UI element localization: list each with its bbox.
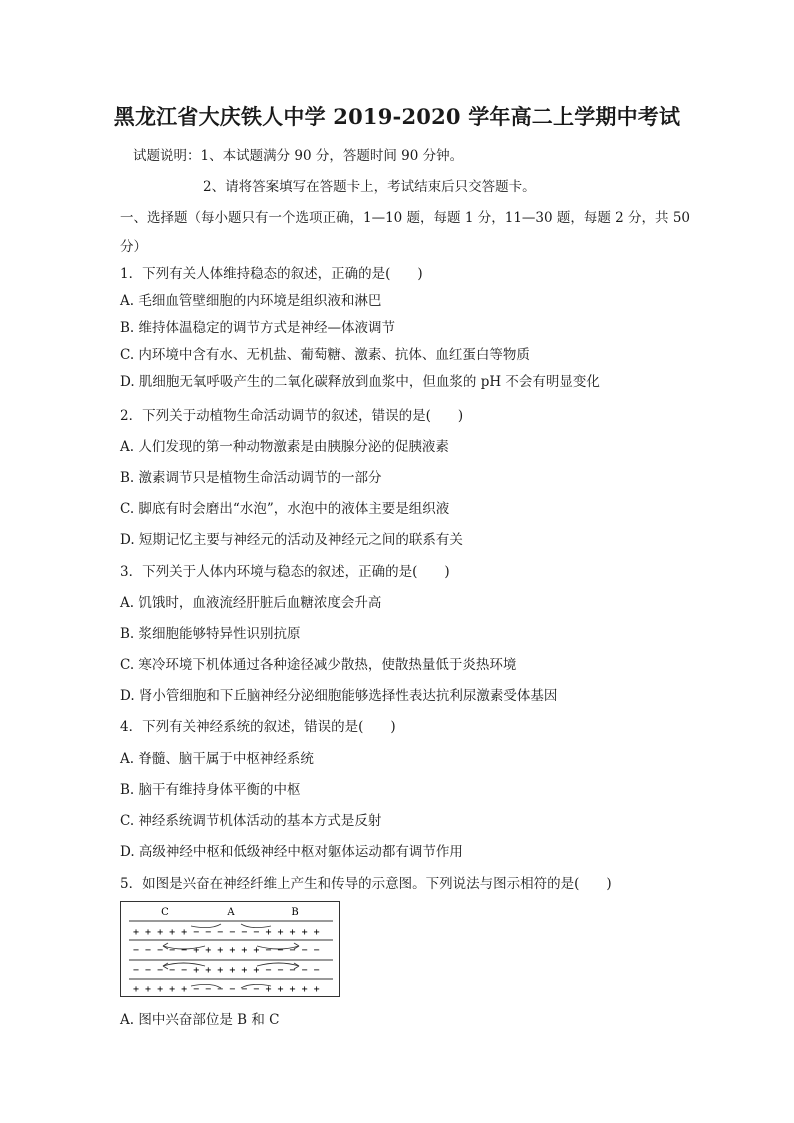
question-2-option-a: A. 人们发现的第一种动物激素是由胰腺分泌的促胰液素 (120, 439, 449, 455)
charge-row-3: − − − − − + + + + + + − − − − − (133, 965, 320, 976)
label-b: B (291, 907, 299, 918)
question-1-option-b: B. 维持体温稳定的调节方式是神经—体液调节 (120, 320, 396, 336)
charge-row-4: + + + + + − − − − − − + + + + + (133, 984, 320, 995)
question-1-option-c: C. 内环境中含有水、无机盐、葡萄糖、激素、抗体、血红蛋白等物质 (120, 347, 530, 363)
charge-row-1: + + + + + − − − − − − + + + + + (133, 927, 320, 938)
question-5-option-a: A. 图中兴奋部位是 B 和 C (120, 1012, 280, 1028)
nerve-fiber-svg (121, 902, 339, 996)
exam-title: 黑龙江省大庆铁人中学 2019-2020 学年高二上学期中考试 (113, 104, 681, 129)
charge-row-2: − − − − − + + + + + + − − − − − (133, 945, 320, 956)
question-3-option-c: C. 寒冷环境下机体通过各种途径减少散热，使散热量低于炎热环境 (120, 657, 517, 673)
question-2-option-c: C. 脚底有时会磨出“水泡”，水泡中的液体主要是组织液 (120, 501, 450, 517)
question-4-option-b: B. 脑干有维持身体平衡的中枢 (120, 782, 301, 798)
question-4-option-c: C. 神经系统调节机体活动的基本方式是反射 (120, 813, 382, 829)
question-3-option-b: B. 浆细胞能够特异性识别抗原 (120, 626, 301, 642)
question-1-option-a: A. 毛细血管壁细胞的内环境是组织液和淋巴 (120, 293, 382, 309)
question-3-option-a: A. 饥饿时，血液流经肝脏后血糖浓度会升高 (120, 595, 382, 611)
section-heading: 一、选择题（每小题只有一个选项正确，1—10 题，每题 1 分，11—30 题，每题 2 分，共 50 (120, 210, 691, 226)
label-c: C (161, 907, 169, 918)
question-2-stem: 2．下列关于动植物生命活动调节的叙述，错误的是( ) (120, 408, 464, 424)
question-2-option-b: B. 激素调节只是植物生命活动调节的一部分 (120, 470, 382, 486)
question-5-stem: 5．如图是兴奋在神经纤维上产生和传导的示意图。下列说法与图示相符的是( ) (120, 876, 612, 892)
question-4-stem: 4．下列有关神经系统的叙述，错误的是( ) (120, 719, 396, 735)
question-2-option-d: D. 短期记忆主要与神经元的活动及神经元之间的联系有关 (120, 532, 463, 548)
question-1-option-d: D. 肌细胞无氧呼吸产生的二氧化碳释放到血浆中，但血浆的 pH 不会有明显变化 (120, 374, 600, 390)
question-3-option-d: D. 肾小管细胞和下丘脑神经分泌细胞能够选择性表达抗利尿激素受体基因 (120, 688, 558, 704)
section-heading-cont: 分） (120, 239, 147, 255)
question-3-stem: 3．下列关于人体内环境与稳态的叙述，正确的是( ) (120, 564, 450, 580)
question-1-stem: 1．下列有关人体维持稳态的叙述，正确的是( ) (120, 266, 423, 282)
question-4-option-a: A. 脊髓、脑干属于中枢神经系统 (120, 751, 314, 767)
instruction-line-2: 2、请将答案填写在答题卡上，考试结束后只交答题卡。 (203, 179, 536, 195)
nerve-fiber-diagram (120, 901, 340, 997)
question-4-option-d: D. 高级神经中枢和低级神经中枢对躯体运动都有调节作用 (120, 844, 463, 860)
label-a: A (227, 907, 235, 918)
instruction-line-1: 试题说明：1、本试题满分 90 分，答题时间 90 分钟。 (133, 148, 464, 164)
